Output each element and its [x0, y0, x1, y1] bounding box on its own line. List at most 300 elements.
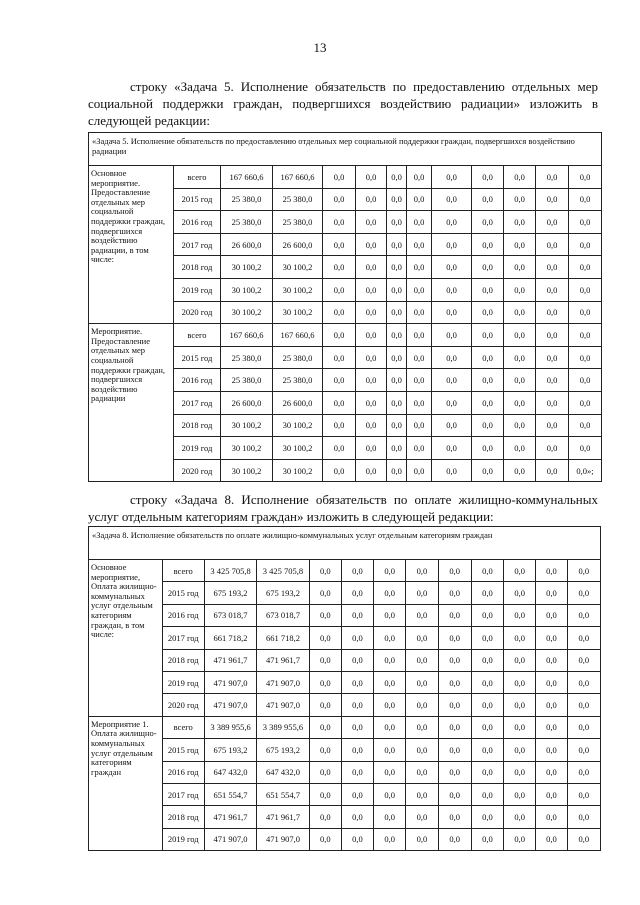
- value-cell: 0,0: [504, 806, 536, 828]
- value-cell: 167 660,6: [221, 324, 273, 347]
- value-cell: 0,0: [407, 256, 432, 279]
- value-cell: 0,0»;: [569, 459, 602, 482]
- value-cell: 651 554,7: [257, 783, 309, 805]
- table-row: [89, 671, 601, 693]
- value-cell: 0,0: [536, 437, 569, 460]
- value-cell: 0,0: [407, 437, 432, 460]
- value-cell: 0,0: [432, 391, 472, 414]
- table-row: [89, 627, 601, 649]
- value-cell: 0,0: [309, 604, 341, 626]
- value-cell: 0,0: [472, 188, 504, 211]
- period-cell: 2019 год: [174, 278, 221, 301]
- value-cell: 0,0: [309, 671, 341, 693]
- value-cell: 0,0: [356, 256, 387, 279]
- value-cell: 0,0: [407, 233, 432, 256]
- value-cell: 471 907,0: [204, 694, 256, 716]
- value-cell: 0,0: [341, 604, 373, 626]
- value-cell: 0,0: [406, 671, 438, 693]
- value-cell: 0,0: [356, 437, 387, 460]
- value-cell: 0,0: [406, 649, 438, 671]
- value-cell: 0,0: [356, 278, 387, 301]
- value-cell: 30 100,2: [273, 437, 323, 460]
- value-cell: 26 600,0: [221, 391, 273, 414]
- value-cell: 0,0: [341, 806, 373, 828]
- value-cell: 0,0: [407, 278, 432, 301]
- period-cell: 2017 год: [174, 233, 221, 256]
- table-header: «Задача 5. Исполнение обязательств по предоставлению отдельных мер социальной поддержки граждан, подвергшихся воздействию радиации: [89, 133, 602, 166]
- value-cell: 0,0: [471, 649, 503, 671]
- value-cell: 661 718,2: [257, 627, 309, 649]
- value-cell: 0,0: [356, 166, 387, 189]
- value-cell: 0,0: [432, 346, 472, 369]
- value-cell: 0,0: [356, 391, 387, 414]
- value-cell: 0,0: [567, 560, 600, 582]
- value-cell: 25 380,0: [221, 346, 273, 369]
- value-cell: 30 100,2: [273, 414, 323, 437]
- table-row: [89, 694, 601, 716]
- value-cell: 0,0: [341, 649, 373, 671]
- value-cell: 0,0: [504, 391, 536, 414]
- activity-name: Основное мероприятие, Оплата жилищно-коммунальных услуг отдельным категориям граждан, в том числе:: [89, 560, 163, 717]
- value-cell: 0,0: [406, 604, 438, 626]
- value-cell: 0,0: [438, 739, 471, 761]
- value-cell: 0,0: [387, 188, 407, 211]
- value-cell: 25 380,0: [221, 369, 273, 392]
- period-cell: 2020 год: [174, 459, 221, 482]
- value-cell: 0,0: [438, 671, 471, 693]
- value-cell: 0,0: [504, 761, 536, 783]
- value-cell: 0,0: [374, 761, 406, 783]
- value-cell: 0,0: [569, 414, 602, 437]
- value-cell: 0,0: [341, 560, 373, 582]
- value-cell: 0,0: [374, 716, 406, 738]
- value-cell: 0,0: [567, 649, 600, 671]
- period-cell: 2019 год: [162, 828, 204, 850]
- value-cell: 0,0: [356, 301, 387, 324]
- value-cell: 0,0: [309, 694, 341, 716]
- value-cell: 0,0: [504, 256, 536, 279]
- value-cell: 0,0: [536, 414, 569, 437]
- period-cell: 2015 год: [162, 582, 204, 604]
- value-cell: 0,0: [569, 166, 602, 189]
- value-cell: 0,0: [567, 828, 600, 850]
- value-cell: 167 660,6: [273, 166, 323, 189]
- value-cell: 0,0: [309, 649, 341, 671]
- value-cell: 0,0: [536, 627, 567, 649]
- table-row: [89, 649, 601, 671]
- table-row: [89, 166, 602, 189]
- value-cell: 0,0: [472, 437, 504, 460]
- value-cell: 471 907,0: [257, 828, 309, 850]
- value-cell: 0,0: [341, 828, 373, 850]
- value-cell: 30 100,2: [221, 278, 273, 301]
- value-cell: 0,0: [504, 369, 536, 392]
- value-cell: 0,0: [536, 716, 567, 738]
- value-cell: 30 100,2: [221, 256, 273, 279]
- value-cell: 0,0: [504, 828, 536, 850]
- period-cell: 2016 год: [162, 761, 204, 783]
- value-cell: 0,0: [536, 806, 567, 828]
- value-cell: 0,0: [406, 806, 438, 828]
- value-cell: 0,0: [472, 459, 504, 482]
- value-cell: 0,0: [504, 582, 536, 604]
- value-cell: 0,0: [504, 166, 536, 189]
- table-row: [89, 582, 601, 604]
- table-header: «Задача 8. Исполнение обязательств по оплате жилищно-коммунальных услуг отдельным категориям граждан: [89, 527, 601, 560]
- period-cell: 2019 год: [162, 671, 204, 693]
- period-cell: 2017 год: [174, 391, 221, 414]
- value-cell: 0,0: [387, 166, 407, 189]
- table-row: [89, 604, 601, 626]
- value-cell: 0,0: [323, 324, 356, 347]
- value-cell: 0,0: [406, 627, 438, 649]
- value-cell: 0,0: [406, 739, 438, 761]
- value-cell: 0,0: [387, 459, 407, 482]
- table-row: [89, 828, 601, 850]
- value-cell: 3 389 955,6: [257, 716, 309, 738]
- value-cell: 0,0: [438, 828, 471, 850]
- period-cell: 2018 год: [162, 649, 204, 671]
- value-cell: 30 100,2: [273, 256, 323, 279]
- value-cell: 0,0: [504, 211, 536, 234]
- value-cell: 0,0: [387, 414, 407, 437]
- value-cell: 0,0: [567, 806, 600, 828]
- value-cell: 0,0: [374, 783, 406, 805]
- period-cell: всего: [162, 716, 204, 738]
- period-cell: 2019 год: [174, 437, 221, 460]
- value-cell: 0,0: [323, 166, 356, 189]
- value-cell: 0,0: [536, 369, 569, 392]
- value-cell: 0,0: [536, 582, 567, 604]
- value-cell: 0,0: [406, 694, 438, 716]
- period-cell: 2017 год: [162, 783, 204, 805]
- value-cell: 0,0: [504, 604, 536, 626]
- value-cell: 673 018,7: [204, 604, 256, 626]
- value-cell: 471 907,0: [204, 671, 256, 693]
- value-cell: 0,0: [536, 560, 567, 582]
- period-cell: 2018 год: [174, 414, 221, 437]
- value-cell: 0,0: [471, 783, 503, 805]
- value-cell: 0,0: [323, 437, 356, 460]
- value-cell: 0,0: [407, 391, 432, 414]
- value-cell: 0,0: [536, 739, 567, 761]
- value-cell: 0,0: [471, 716, 503, 738]
- value-cell: 0,0: [438, 649, 471, 671]
- value-cell: 471 961,7: [204, 806, 256, 828]
- value-cell: 0,0: [323, 233, 356, 256]
- value-cell: 0,0: [309, 828, 341, 850]
- value-cell: 0,0: [432, 166, 472, 189]
- value-cell: 0,0: [407, 459, 432, 482]
- value-cell: 0,0: [309, 739, 341, 761]
- value-cell: 0,0: [504, 739, 536, 761]
- value-cell: 0,0: [356, 414, 387, 437]
- period-cell: 2018 год: [162, 806, 204, 828]
- value-cell: 0,0: [387, 278, 407, 301]
- value-cell: 0,0: [536, 828, 567, 850]
- value-cell: 0,0: [536, 604, 567, 626]
- value-cell: 3 425 705,8: [257, 560, 309, 582]
- value-cell: 0,0: [407, 324, 432, 347]
- value-cell: 0,0: [471, 806, 503, 828]
- value-cell: 0,0: [536, 211, 569, 234]
- value-cell: 0,0: [406, 761, 438, 783]
- value-cell: 471 961,7: [204, 649, 256, 671]
- value-cell: 0,0: [407, 346, 432, 369]
- value-cell: 0,0: [309, 582, 341, 604]
- value-cell: 0,0: [504, 560, 536, 582]
- value-cell: 0,0: [567, 783, 600, 805]
- value-cell: 0,0: [387, 233, 407, 256]
- value-cell: 0,0: [536, 671, 567, 693]
- value-cell: 0,0: [536, 649, 567, 671]
- value-cell: 0,0: [438, 783, 471, 805]
- value-cell: 661 718,2: [204, 627, 256, 649]
- value-cell: 471 961,7: [257, 806, 309, 828]
- period-cell: 2016 год: [162, 604, 204, 626]
- value-cell: 0,0: [406, 560, 438, 582]
- value-cell: 0,0: [567, 694, 600, 716]
- value-cell: 25 380,0: [273, 369, 323, 392]
- value-cell: 0,0: [432, 256, 472, 279]
- value-cell: 471 907,0: [257, 694, 309, 716]
- value-cell: 0,0: [387, 391, 407, 414]
- value-cell: 25 380,0: [273, 188, 323, 211]
- value-cell: 0,0: [374, 627, 406, 649]
- value-cell: 0,0: [309, 806, 341, 828]
- value-cell: 0,0: [432, 324, 472, 347]
- value-cell: 0,0: [356, 324, 387, 347]
- value-cell: 30 100,2: [273, 459, 323, 482]
- value-cell: 0,0: [472, 391, 504, 414]
- value-cell: 0,0: [341, 783, 373, 805]
- value-cell: 0,0: [323, 369, 356, 392]
- value-cell: 0,0: [536, 346, 569, 369]
- value-cell: 26 600,0: [273, 391, 323, 414]
- value-cell: 0,0: [472, 278, 504, 301]
- value-cell: 0,0: [432, 233, 472, 256]
- value-cell: 0,0: [471, 560, 503, 582]
- period-cell: 2015 год: [174, 188, 221, 211]
- table-task8: [88, 526, 601, 851]
- value-cell: 0,0: [438, 761, 471, 783]
- value-cell: 0,0: [374, 694, 406, 716]
- value-cell: 0,0: [432, 301, 472, 324]
- value-cell: 0,0: [356, 369, 387, 392]
- value-cell: 0,0: [438, 694, 471, 716]
- value-cell: 0,0: [374, 806, 406, 828]
- value-cell: 0,0: [569, 391, 602, 414]
- value-cell: 0,0: [472, 211, 504, 234]
- value-cell: 0,0: [374, 582, 406, 604]
- value-cell: 0,0: [374, 828, 406, 850]
- value-cell: 30 100,2: [273, 301, 323, 324]
- table-row: [89, 783, 601, 805]
- value-cell: 0,0: [387, 256, 407, 279]
- value-cell: 0,0: [387, 346, 407, 369]
- paragraph-task5-text: строку «Задача 5. Исполнение обязательств по предоставлению отдельных мер социальной поддержки граждан, подвергшихся воздействию радиации» изложить в следующей редакции:: [88, 79, 598, 128]
- value-cell: 0,0: [323, 346, 356, 369]
- value-cell: 0,0: [407, 211, 432, 234]
- value-cell: 0,0: [567, 671, 600, 693]
- value-cell: 0,0: [504, 627, 536, 649]
- value-cell: 0,0: [407, 414, 432, 437]
- value-cell: 0,0: [567, 604, 600, 626]
- table-row: [89, 716, 601, 738]
- value-cell: 0,0: [504, 459, 536, 482]
- value-cell: 0,0: [438, 604, 471, 626]
- value-cell: 0,0: [374, 604, 406, 626]
- value-cell: 0,0: [341, 761, 373, 783]
- value-cell: 0,0: [471, 671, 503, 693]
- page-number: 13: [313, 40, 327, 55]
- value-cell: 0,0: [407, 188, 432, 211]
- value-cell: 0,0: [536, 278, 569, 301]
- value-cell: 0,0: [504, 694, 536, 716]
- period-cell: 2017 год: [162, 627, 204, 649]
- period-cell: 2015 год: [162, 739, 204, 761]
- table-task5: [88, 132, 602, 482]
- value-cell: 0,0: [356, 188, 387, 211]
- value-cell: 0,0: [567, 739, 600, 761]
- value-cell: 0,0: [536, 166, 569, 189]
- value-cell: 471 907,0: [257, 671, 309, 693]
- value-cell: 0,0: [309, 783, 341, 805]
- period-cell: всего: [162, 560, 204, 582]
- value-cell: 0,0: [569, 369, 602, 392]
- value-cell: 0,0: [406, 828, 438, 850]
- value-cell: 0,0: [504, 414, 536, 437]
- table-row: [89, 739, 601, 761]
- value-cell: 0,0: [323, 414, 356, 437]
- value-cell: 0,0: [432, 437, 472, 460]
- value-cell: 167 660,6: [221, 166, 273, 189]
- value-cell: 0,0: [374, 671, 406, 693]
- value-cell: 0,0: [472, 369, 504, 392]
- value-cell: 471 961,7: [257, 649, 309, 671]
- value-cell: 0,0: [471, 739, 503, 761]
- activity-name: Мероприятие 1. Оплата жилищно-коммунальных услуг отдельным категориям граждан: [89, 716, 163, 850]
- value-cell: 0,0: [472, 256, 504, 279]
- value-cell: 0,0: [472, 414, 504, 437]
- value-cell: 0,0: [504, 649, 536, 671]
- value-cell: 26 600,0: [221, 233, 273, 256]
- value-cell: 0,0: [387, 301, 407, 324]
- value-cell: 0,0: [567, 761, 600, 783]
- value-cell: 0,0: [438, 627, 471, 649]
- value-cell: 0,0: [374, 739, 406, 761]
- value-cell: 0,0: [536, 256, 569, 279]
- value-cell: 0,0: [536, 233, 569, 256]
- value-cell: 30 100,2: [221, 414, 273, 437]
- value-cell: 0,0: [323, 278, 356, 301]
- value-cell: 0,0: [432, 188, 472, 211]
- value-cell: 0,0: [309, 761, 341, 783]
- value-cell: 0,0: [407, 369, 432, 392]
- value-cell: 0,0: [407, 301, 432, 324]
- value-cell: 25 380,0: [221, 211, 273, 234]
- value-cell: 675 193,2: [257, 582, 309, 604]
- value-cell: 0,0: [438, 716, 471, 738]
- value-cell: 0,0: [471, 604, 503, 626]
- value-cell: 0,0: [569, 278, 602, 301]
- value-cell: 0,0: [471, 761, 503, 783]
- value-cell: 0,0: [536, 761, 567, 783]
- value-cell: 0,0: [536, 459, 569, 482]
- value-cell: 0,0: [504, 324, 536, 347]
- period-cell: 2020 год: [162, 694, 204, 716]
- value-cell: 0,0: [323, 459, 356, 482]
- value-cell: 0,0: [406, 716, 438, 738]
- value-cell: 0,0: [341, 671, 373, 693]
- value-cell: 0,0: [341, 739, 373, 761]
- value-cell: 0,0: [387, 211, 407, 234]
- activity-name: Мероприятие. Предоставление отдельных мер социальной поддержки граждан, подвергшихся воздействию радиации: [89, 324, 174, 482]
- value-cell: 0,0: [407, 166, 432, 189]
- value-cell: 0,0: [472, 166, 504, 189]
- value-cell: 0,0: [504, 233, 536, 256]
- value-cell: 0,0: [504, 188, 536, 211]
- value-cell: 0,0: [504, 671, 536, 693]
- value-cell: 0,0: [356, 211, 387, 234]
- value-cell: 0,0: [406, 582, 438, 604]
- value-cell: 0,0: [374, 649, 406, 671]
- value-cell: 0,0: [536, 694, 567, 716]
- value-cell: 0,0: [323, 211, 356, 234]
- value-cell: 0,0: [536, 783, 567, 805]
- value-cell: 0,0: [323, 188, 356, 211]
- value-cell: 0,0: [472, 346, 504, 369]
- value-cell: 673 018,7: [257, 604, 309, 626]
- value-cell: 0,0: [406, 783, 438, 805]
- value-cell: 647 432,0: [204, 761, 256, 783]
- value-cell: 0,0: [471, 828, 503, 850]
- value-cell: 0,0: [536, 301, 569, 324]
- period-cell: всего: [174, 324, 221, 347]
- paragraph-task8: [88, 491, 598, 525]
- value-cell: 0,0: [567, 582, 600, 604]
- value-cell: 0,0: [569, 324, 602, 347]
- value-cell: 26 600,0: [273, 233, 323, 256]
- value-cell: 0,0: [309, 627, 341, 649]
- value-cell: 471 907,0: [204, 828, 256, 850]
- paragraph-task8-text: строку «Задача 8. Исполнение обязательств по оплате жилищно-коммунальных услуг отдельным категориям граждан» изложить в следующей редакции:: [88, 492, 598, 524]
- value-cell: 0,0: [569, 211, 602, 234]
- value-cell: 30 100,2: [221, 459, 273, 482]
- value-cell: 0,0: [471, 582, 503, 604]
- value-cell: 0,0: [432, 278, 472, 301]
- value-cell: 0,0: [341, 582, 373, 604]
- value-cell: 0,0: [356, 459, 387, 482]
- value-cell: 3 425 705,8: [204, 560, 256, 582]
- value-cell: 30 100,2: [273, 278, 323, 301]
- value-cell: 0,0: [438, 806, 471, 828]
- value-cell: 647 432,0: [257, 761, 309, 783]
- value-cell: 675 193,2: [257, 739, 309, 761]
- value-cell: 0,0: [569, 346, 602, 369]
- period-cell: 2015 год: [174, 346, 221, 369]
- value-cell: 0,0: [387, 437, 407, 460]
- value-cell: 0,0: [438, 560, 471, 582]
- value-cell: 0,0: [356, 346, 387, 369]
- value-cell: 0,0: [472, 233, 504, 256]
- table-row: [89, 324, 602, 347]
- value-cell: 0,0: [569, 437, 602, 460]
- value-cell: 0,0: [472, 324, 504, 347]
- value-cell: 651 554,7: [204, 783, 256, 805]
- value-cell: 30 100,2: [221, 437, 273, 460]
- period-cell: 2018 год: [174, 256, 221, 279]
